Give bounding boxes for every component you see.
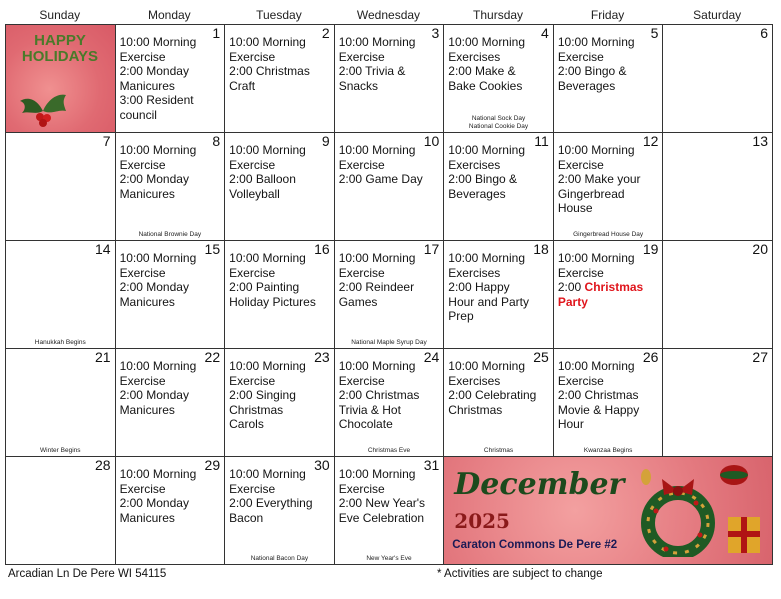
day-number: 3	[431, 25, 440, 41]
day-number: 2	[321, 25, 330, 41]
day-cell	[6, 241, 116, 349]
event-item: 10:00 Morning Exercise	[557, 251, 635, 280]
day-number: 28	[94, 457, 111, 473]
weekday-saturday: Saturday	[693, 8, 742, 22]
day-number: 9	[321, 133, 330, 149]
day-number: 26	[642, 349, 659, 365]
day-events	[120, 35, 211, 122]
event-item: 2:00 Monday Manicures	[119, 280, 189, 309]
event-item: 10:00 Morning Exercise	[229, 359, 306, 388]
day-number: 1	[212, 25, 221, 41]
day-events	[448, 143, 539, 201]
month-banner	[444, 457, 773, 565]
event-item: 2:00 Celebrating Christmas	[448, 388, 537, 417]
day-cell	[335, 349, 445, 457]
day-number: 4	[541, 25, 549, 41]
event-time: 2:00	[557, 280, 585, 294]
day-number: 17	[423, 241, 440, 257]
observance-note: National Sock Day	[471, 115, 526, 122]
footer-disclaimer: * Activities are subject to change	[437, 568, 603, 580]
day-events	[339, 35, 430, 93]
event-item: 2:00 Trivia & Snacks	[338, 64, 406, 93]
event-item: 10:00 Morning Exercise	[338, 359, 416, 388]
day-cell	[225, 133, 335, 241]
event-item: 10:00 Morning Exercise	[229, 467, 306, 496]
event-item: 2:00 Balloon Volleyball	[229, 172, 296, 201]
event-item: 10:00 Morning Exercise	[119, 143, 197, 172]
event-item: 10:00 Morning Exercise	[229, 35, 306, 64]
day-cell	[663, 241, 773, 349]
day-number: 29	[204, 457, 221, 473]
day-cell	[116, 133, 226, 241]
day-cell	[444, 349, 554, 457]
day-number: 10	[423, 133, 440, 149]
day-cell	[444, 25, 554, 133]
day-number: 19	[642, 241, 659, 257]
observance-note: Christmas	[483, 447, 514, 454]
day-cell	[116, 241, 226, 349]
event-item: 10:00 Morning Exercise	[119, 251, 197, 280]
day-cell	[6, 133, 116, 241]
day-events	[448, 359, 539, 417]
event-item: 2:00 Singing Christmas Carols	[229, 388, 296, 431]
event-item: 10:00 Morning Exercise	[229, 143, 306, 172]
event-item: 10:00 Morning Exercise	[557, 359, 635, 388]
day-events	[229, 143, 320, 201]
community-name: Caraton Commons De Pere #2	[452, 539, 618, 551]
event-item: 10:00 Morning Exercise	[119, 467, 197, 496]
day-number: 23	[314, 349, 330, 365]
event-item: 2:00 Painting Holiday Pictures	[229, 280, 316, 309]
day-cell	[225, 241, 335, 349]
event-item: 10:00 Morning Exercises	[448, 143, 525, 172]
event-item: 2:00 Christmas Craft	[229, 64, 310, 93]
day-number: 21	[94, 349, 111, 365]
day-cell	[663, 133, 773, 241]
observance-note: Winter Begins	[40, 447, 81, 454]
day-cell	[444, 133, 554, 241]
event-item: 2:00 Reindeer Games	[338, 280, 415, 309]
event-item: 10:00 Morning Exercise	[338, 143, 416, 172]
day-cell	[116, 457, 226, 565]
day-number: 16	[314, 241, 330, 257]
day-events	[558, 143, 649, 216]
month-title: December	[454, 467, 625, 502]
event-item: 2:00 Monday Manicures	[119, 388, 189, 417]
weekday-tuesday: Tuesday	[256, 8, 302, 22]
weekday-monday: Monday	[147, 8, 191, 22]
event-item: 10:00 Morning Exercises	[448, 251, 525, 280]
day-cell	[6, 349, 116, 457]
holiday-line-1: HAPPY	[34, 32, 86, 49]
day-cell	[663, 25, 773, 133]
day-cell	[554, 25, 664, 133]
weekday-friday: Friday	[590, 8, 625, 22]
day-events	[558, 251, 649, 309]
day-number: 24	[423, 349, 440, 365]
weekday-sunday: Sunday	[39, 8, 81, 22]
holly-icon	[18, 87, 68, 133]
event-item: 2:00 Happy Hour and Party Prep	[448, 280, 529, 323]
day-events	[558, 35, 649, 93]
day-number: 31	[423, 457, 440, 473]
observance-note: National Cookie Day	[468, 123, 529, 130]
day-number: 22	[204, 349, 221, 365]
event-item: 2:00 New Year's Eve Celebration	[338, 496, 426, 525]
event-item: 2:00 Monday Manicures	[119, 172, 189, 201]
observance-note: Kwanzaa Begins	[583, 447, 633, 454]
day-number: 20	[752, 241, 768, 257]
day-cell	[554, 349, 664, 457]
event-item: 3:00 Resident council	[119, 93, 194, 122]
day-number: 15	[204, 241, 221, 257]
day-cell	[554, 241, 664, 349]
day-number: 8	[212, 133, 221, 149]
day-number: 18	[533, 241, 549, 257]
observance-note: New Year's Eve	[366, 555, 412, 562]
day-cell	[444, 241, 554, 349]
year-title: 2025	[454, 509, 510, 533]
day-cell	[225, 457, 335, 565]
day-events	[448, 251, 539, 324]
weekday-wednesday: Wednesday	[356, 8, 421, 22]
day-events	[339, 467, 430, 525]
day-cell	[225, 25, 335, 133]
event-item: 2:00 Make your Gingerbread House	[557, 172, 641, 215]
event-item: 10:00 Morning Exercise	[338, 467, 416, 496]
observance-note: Christmas Eve	[367, 447, 411, 454]
observance-note: National Maple Syrup Day	[351, 339, 427, 346]
day-events	[558, 359, 649, 432]
day-number: 11	[534, 133, 549, 149]
christmas-party-event: Christmas Party	[557, 280, 644, 309]
event-item: 10:00 Morning Exercises	[448, 35, 525, 64]
calendar-grid	[5, 24, 773, 565]
day-events	[339, 251, 430, 309]
day-number: 27	[752, 349, 768, 365]
day-events	[120, 359, 211, 417]
observance-note: National Bacon Day	[250, 555, 309, 562]
event-item	[558, 280, 649, 309]
holiday-greeting	[6, 25, 116, 133]
event-item: 2:00 Make & Bake Cookies	[448, 64, 523, 93]
day-number: 5	[650, 25, 659, 41]
day-number: 12	[642, 133, 659, 149]
footer-address: Arcadian Ln De Pere WI 54115	[8, 568, 167, 580]
observance-note: Hanukkah Begins	[34, 339, 86, 346]
weekday-header	[5, 6, 772, 24]
day-events	[229, 251, 320, 309]
day-events	[120, 143, 211, 201]
event-item: 2:00 Bingo & Beverages	[448, 172, 517, 201]
day-events	[339, 359, 430, 432]
day-number: 30	[314, 457, 330, 473]
holiday-line-2: HOLIDAYS	[21, 48, 99, 65]
observance-note: Gingerbread House Day	[573, 231, 644, 238]
day-number: 13	[752, 133, 768, 149]
event-item: 10:00 Morning Exercise	[338, 251, 416, 280]
event-item: 10:00 Morning Exercise	[557, 143, 635, 172]
observance-note: National Brownie Day	[138, 231, 202, 238]
day-cell	[116, 25, 226, 133]
event-item: 10:00 Morning Exercise	[338, 35, 416, 64]
day-number: 14	[94, 241, 111, 257]
event-item: 2:00 Christmas Trivia & Hot Chocolate	[338, 388, 420, 431]
day-events	[229, 359, 320, 432]
holiday-greeting-text	[20, 33, 100, 65]
day-cell	[335, 25, 445, 133]
event-item: 10:00 Morning Exercise	[119, 359, 197, 388]
day-number: 25	[533, 349, 549, 365]
calendar	[5, 6, 772, 565]
day-number: 7	[102, 133, 111, 149]
event-item: 10:00 Morning Exercises	[448, 359, 525, 388]
day-cell	[335, 133, 445, 241]
day-cell	[554, 133, 664, 241]
event-item: 2:00 Monday Manicures	[119, 496, 189, 525]
event-item: 2:00 Monday Manicures	[119, 64, 189, 93]
day-events	[229, 467, 320, 525]
event-item: 10:00 Morning Exercise	[229, 251, 306, 280]
day-events	[120, 467, 211, 525]
day-cell	[225, 349, 335, 457]
day-events	[339, 143, 430, 187]
weekday-thursday: Thursday	[473, 8, 524, 22]
day-cell	[663, 349, 773, 457]
event-item: 2:00 Bingo & Beverages	[557, 64, 627, 93]
day-events	[120, 251, 211, 309]
event-item: 2:00 Game Day	[338, 172, 423, 186]
event-item: 10:00 Morning Exercise	[119, 35, 197, 64]
day-cell	[335, 457, 445, 565]
day-cell	[6, 457, 116, 565]
wreath-icon	[616, 461, 766, 562]
day-cell	[116, 349, 226, 457]
event-item: 10:00 Morning Exercise	[557, 35, 635, 64]
event-item: 2:00 Christmas Movie & Happy Hour	[557, 388, 640, 431]
event-item: 2:00 Everything Bacon	[229, 496, 313, 525]
day-events	[448, 35, 539, 93]
day-number: 6	[760, 25, 768, 41]
day-cell	[335, 241, 445, 349]
day-events	[229, 35, 320, 93]
